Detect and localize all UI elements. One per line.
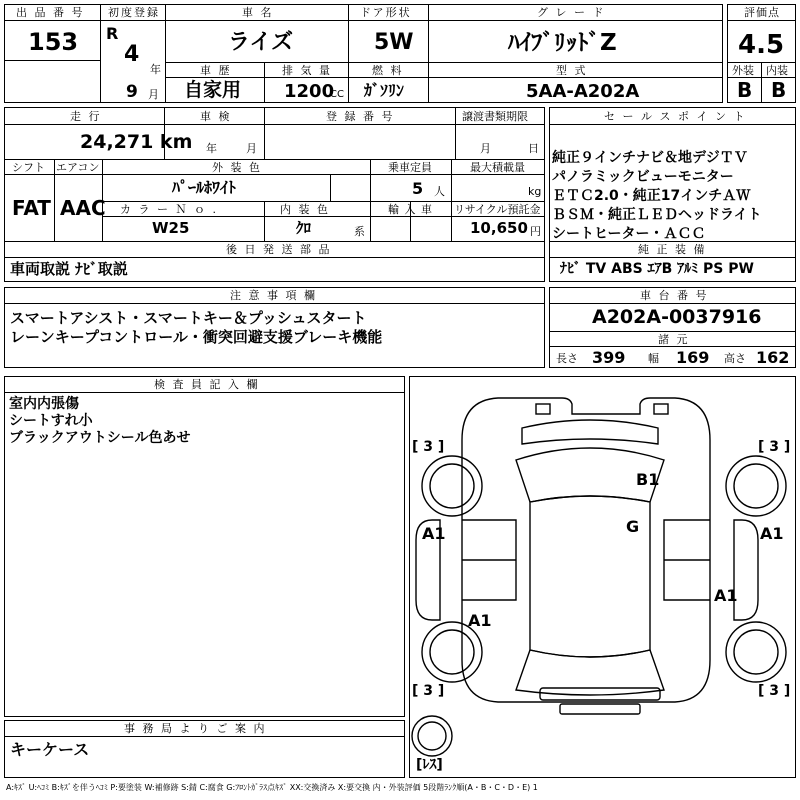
transfer-month: 月 bbox=[480, 142, 491, 155]
diagram-frame bbox=[409, 376, 796, 778]
sales-line: ＥＴＣ2.0・純正17インチＡＷ bbox=[552, 188, 751, 204]
damage-mark: A1 bbox=[760, 524, 784, 543]
damage-mark: G bbox=[626, 517, 640, 536]
equipment-label: 純 正 装 備 bbox=[638, 243, 707, 256]
max-load-label: 最大積載量 bbox=[470, 161, 525, 174]
reg-month: 9 bbox=[126, 82, 138, 102]
legend: A:ｷｽﾞ U:ﾍｺﾐ B:ｷｽﾞを伴うﾍｺﾐ P:要塗装 W:補修跡 S:錆 C:腐食 G:ﾌﾛﾝﾄｶﾞﾗｽ点ｷｽﾞ XX:交換済み X:要交換 内・外装評価 5段階ﾗﾝｸ順(A・B・C・D・E) 1 bbox=[6, 783, 538, 792]
width-label: 幅 bbox=[648, 352, 659, 365]
transfer-label: 譲渡書類期限 bbox=[462, 110, 528, 123]
int-color-unit: 系 bbox=[354, 225, 365, 238]
notes-lines bbox=[10, 309, 382, 347]
ext-color: ﾊﾟｰﾙﾎﾜｲﾄ bbox=[172, 178, 237, 197]
mileage-label: 走 行 bbox=[70, 110, 102, 123]
damage-mark: A1 bbox=[468, 611, 492, 630]
length: 399 bbox=[592, 348, 626, 367]
grade: ﾊｲﾌﾞﾘｯﾄﾞZ bbox=[508, 30, 617, 56]
inspector-label: 検 査 員 記 入 欄 bbox=[154, 378, 260, 391]
capacity-label: 乗車定員 bbox=[388, 161, 432, 174]
tire-front-right: [ 3 ] bbox=[758, 439, 791, 455]
inspection-year: 年 bbox=[206, 142, 217, 155]
inspector-line: 室内内張傷 bbox=[9, 396, 79, 412]
reg-no-label: 登 録 番 号 bbox=[326, 110, 395, 123]
history: 自家用 bbox=[184, 79, 242, 101]
tire-rear-right: [ 3 ] bbox=[758, 683, 791, 699]
reg-year: 4 bbox=[124, 42, 140, 67]
exterior-grade: B bbox=[737, 78, 753, 102]
tire-front-left: [ 3 ] bbox=[412, 439, 445, 455]
note-line: レーンキープコントロール・衝突回避支援ブレーキ機能 bbox=[10, 328, 383, 346]
color-no-label: カ ラ ー Ｎ ｏ . bbox=[120, 203, 218, 216]
lot-label: 出 品 番 号 bbox=[16, 6, 85, 19]
color-no: W25 bbox=[152, 219, 190, 237]
width: 169 bbox=[676, 348, 710, 367]
damage-mark: B1 bbox=[636, 470, 660, 489]
door-label: ドア形状 bbox=[360, 6, 412, 19]
inspector-line: ブラックアウトシール色あせ bbox=[9, 430, 191, 446]
spare-tire: [ﾚｽ] bbox=[416, 757, 443, 773]
sales-lines bbox=[552, 149, 762, 244]
displacement: 1200 bbox=[284, 81, 335, 102]
door-type: 5W bbox=[374, 30, 414, 55]
score: 4.5 bbox=[738, 30, 785, 60]
inspector-lines bbox=[9, 396, 190, 447]
int-color-label: 内 装 色 bbox=[280, 203, 330, 216]
max-load-unit: kg bbox=[528, 185, 542, 198]
sales-line: シートヒーター・ＡＣＣ bbox=[552, 226, 706, 242]
sales-line: パノラミックビューモニター bbox=[552, 169, 734, 185]
month-unit: 月 bbox=[148, 88, 159, 101]
aircon-label: エアコン bbox=[56, 161, 100, 174]
car-name-label: 車 名 bbox=[242, 6, 274, 19]
sales-line: ＢＳＭ・純正ＬＥＤヘッドライト bbox=[552, 207, 762, 223]
int-color: ｸﾛ bbox=[296, 219, 312, 237]
model-label: 型 式 bbox=[556, 64, 588, 77]
dims-label: 諸 元 bbox=[658, 333, 690, 346]
lot-number: 153 bbox=[28, 28, 79, 56]
transfer-day: 日 bbox=[528, 142, 539, 155]
aircon: AAC bbox=[60, 196, 106, 220]
shift: FAT bbox=[12, 196, 51, 220]
later-parts-label: 後 日 発 送 部 品 bbox=[226, 243, 332, 256]
grade-label: グ レ ー ド bbox=[537, 6, 606, 19]
office-label: 事 務 局 よ り ご 案 内 bbox=[124, 722, 267, 735]
history-label: 車 歴 bbox=[200, 64, 232, 77]
sales-line: 純正９インチナビ＆地デジＴＶ bbox=[552, 150, 748, 166]
displacement-label: 排 気 量 bbox=[282, 64, 332, 77]
capacity-unit: 人 bbox=[434, 185, 445, 198]
recycle-fee: 10,650 bbox=[470, 219, 528, 237]
sales-label: セ ー ル ス ポ イ ン ト bbox=[604, 110, 747, 123]
import-label: 輸 入 車 bbox=[388, 203, 433, 216]
chassis-number: A202A-0037916 bbox=[592, 306, 762, 328]
year-unit: 年 bbox=[150, 63, 161, 76]
recycle-label: リサイクル預託金 bbox=[454, 203, 541, 216]
notes-label: 注 意 事 項 欄 bbox=[230, 289, 317, 302]
shift-label: シフト bbox=[12, 161, 45, 174]
capacity: 5 bbox=[412, 179, 424, 198]
interior-grade: B bbox=[771, 78, 787, 102]
inspection-label: 車 検 bbox=[200, 110, 232, 123]
equipment: ﾅﾋﾞ TV ABS ｴｱB ｱﾙﾐ PS PW bbox=[560, 261, 754, 277]
inspector-line: シートすれ小 bbox=[9, 413, 93, 429]
chassis-label: 車 台 番 号 bbox=[640, 289, 709, 302]
inspection-month: 月 bbox=[246, 142, 257, 155]
tire-rear-left: [ 3 ] bbox=[412, 683, 445, 699]
office-note: キーケース bbox=[10, 740, 90, 759]
height-label: 高さ bbox=[724, 352, 746, 365]
fuel: ｶﾞｿﾘﾝ bbox=[364, 81, 405, 100]
score-label: 評価点 bbox=[744, 6, 780, 19]
height: 162 bbox=[756, 348, 790, 367]
later-parts: 車両取説 ﾅﾋﾞ取説 bbox=[10, 260, 128, 278]
ext-color-label: 外 装 色 bbox=[212, 161, 262, 174]
damage-mark: A1 bbox=[714, 586, 738, 605]
recycle-unit: 円 bbox=[530, 225, 541, 238]
exterior-label: 外装 bbox=[732, 64, 754, 77]
first-reg-label: 初度登録 bbox=[108, 6, 160, 19]
note-line: スマートアシスト・スマートキー＆プッシュスタート bbox=[10, 309, 367, 327]
mileage: 24,271 km bbox=[80, 131, 193, 153]
interior-label: 内装 bbox=[766, 64, 788, 77]
era: R bbox=[106, 24, 119, 43]
car-name: ライズ bbox=[228, 30, 294, 55]
displacement-unit: CC bbox=[330, 89, 344, 100]
model: 5AA-A202A bbox=[526, 81, 640, 102]
damage-mark: A1 bbox=[422, 524, 446, 543]
length-label: 長さ bbox=[556, 352, 578, 365]
fuel-label: 燃 料 bbox=[372, 64, 404, 77]
